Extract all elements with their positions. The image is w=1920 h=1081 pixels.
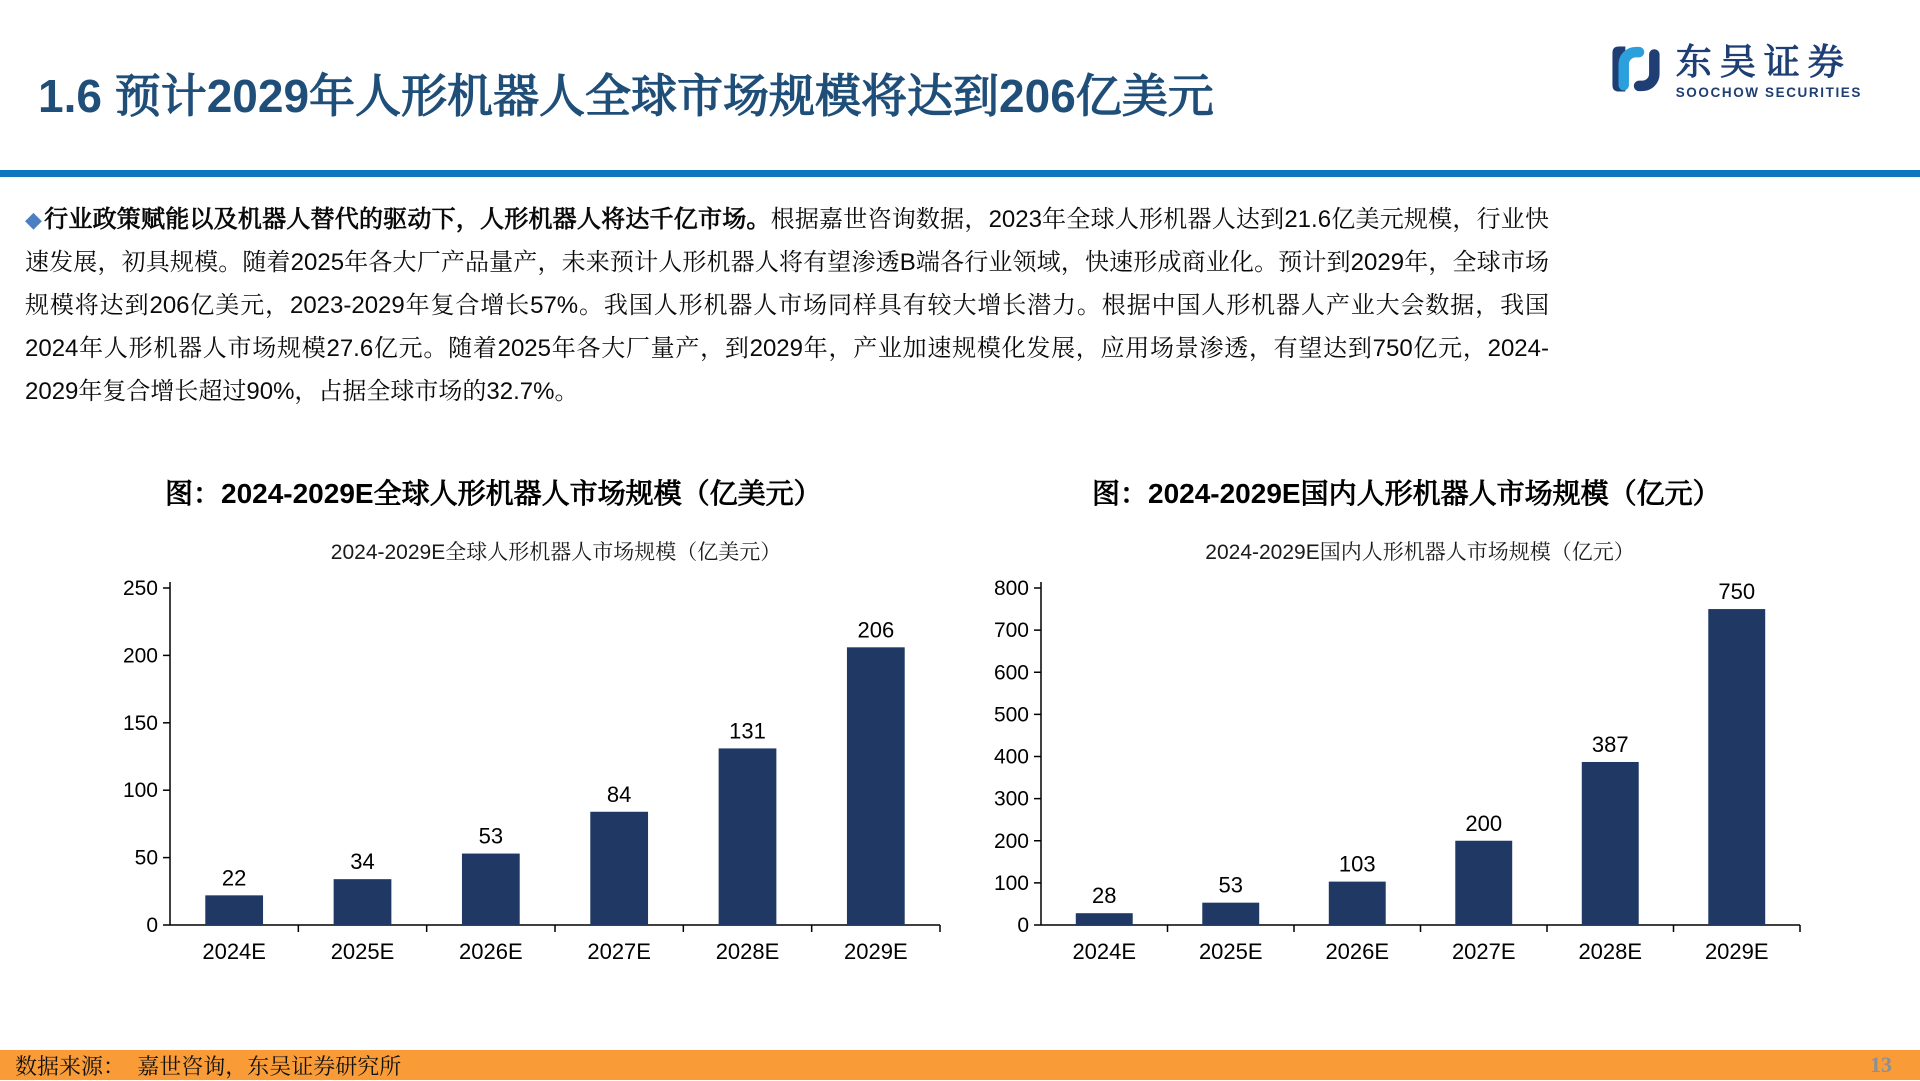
right-chart-title: 2024-2029E国内人形机器人市场规模（亿元） [1205,541,1635,564]
x-category-label: 2026E [459,939,523,964]
y-tick-label: 200 [993,829,1029,853]
x-category-label: 2025E [330,939,395,964]
bar-2027E [590,812,648,925]
y-tick-label: 500 [993,703,1029,727]
y-tick-label: 400 [993,745,1029,769]
bar-value-label: 34 [350,849,375,875]
x-category-label: 2028E [1578,939,1643,964]
logo-name-en: SOOCHOW SECURITIES [1675,84,1862,100]
logo-navy-hook [1639,55,1654,86]
soochow-securities-logo [1606,40,1862,103]
bar-2027E [1455,841,1512,925]
y-tick-label: 600 [993,661,1029,685]
page-title: 1.6 预计2029年人形机器人全球市场规模将达到206亿美元 [38,70,1214,122]
summary-paragraph [25,198,1549,413]
bar-value-label: 28 [1092,883,1117,909]
x-category-label: 2024E [1072,939,1137,964]
bar-value-label: 22 [221,865,247,891]
y-tick-label: 0 [146,914,158,937]
x-category-label: 2027E [587,939,651,964]
y-tick-label: 250 [122,577,158,600]
bar-value-label: 206 [857,617,895,643]
bar-chart-canvas [120,568,950,980]
y-tick-label: 150 [122,711,158,735]
y-tick-label: 0 [1017,914,1029,937]
bar-value-label: 103 [1338,851,1376,877]
bar-value-label: 750 [1718,579,1756,605]
x-category-label: 2024E [202,939,266,964]
y-tick-label: 100 [122,779,158,803]
bar-value-label: 131 [729,718,766,744]
y-tick-label: 200 [122,644,158,668]
bar-2028E [1582,762,1639,925]
y-tick-label: 100 [993,871,1029,895]
x-category-label: 2025E [1198,939,1263,964]
bar-2026E [1329,882,1386,925]
bar-value-label: 53 [478,823,504,849]
x-category-label: 2027E [1451,939,1516,964]
bar-2024E [1076,913,1133,925]
bar-value-label: 53 [1218,872,1243,898]
paragraph-body: 根据嘉世咨询数据，2023年全球人形机器人达到21.6亿美元规模，行业快速发展，初具规模。随着2025年各大厂产品量产，未来预计人形机器人将有望渗透B端各行业领域，快速形成商业化。预计到2029年，全球市场规模将达到206亿美元，2023-2029年复合增长57%。我国人形机器人市场同样具有较大增长潜力。根据中国人形机器人产业大会数据，我国2024年人形机器人市场规模27.6亿元。随着2025年各大厂量产，到2029年，产业加速规模化发展，应用场景渗透，有望达到750亿元，2024-2029年复合增长超过90%，占据全球市场的32.7%。 [25,206,1549,405]
soochow-logo-mark-icon [1606,40,1664,103]
right-bar-chart [990,568,1810,980]
bar-value-label: 200 [1465,810,1503,836]
x-category-label: 2029E [844,939,908,964]
x-category-label: 2029E [1704,939,1769,964]
y-tick-label: 700 [993,619,1029,643]
bar-2029E [847,647,905,925]
data-source-text: 数据来源： 嘉世咨询，东吴证券研究所 [15,1053,402,1079]
bar-2028E [719,748,777,925]
left-chart-header: 图：2024-2029E全球人形机器人市场规模（亿美元） [165,478,822,509]
footer-bar [0,1050,1920,1080]
bar-2029E [1708,609,1765,925]
bar-2025E [334,879,392,925]
x-category-label: 2028E [715,939,780,964]
bar-value-label: 84 [606,781,632,807]
x-category-label: 2026E [1325,939,1390,964]
bullet-diamond-icon: ◆ [25,207,43,232]
bar-chart-canvas [990,568,1810,980]
y-tick-label: 800 [993,577,1029,600]
logo-name-cn: 东吴证券 [1675,40,1852,82]
bar-2025E [1202,903,1259,925]
page-number: 13 [1870,1052,1892,1077]
y-tick-label: 50 [134,846,158,870]
bar-2024E [205,895,263,925]
left-chart-title: 2024-2029E全球人形机器人市场规模（亿美元） [330,541,782,564]
paragraph-lead-bold: 行业政策赋能以及机器人替代的驱动下，人形机器人将达千亿市场。 [44,206,771,233]
y-tick-label: 300 [993,787,1029,811]
right-chart-header: 图：2024-2029E国内人形机器人市场规模（亿元） [1092,478,1721,509]
logo-lightblue-hook [1623,52,1638,85]
bar-value-label: 387 [1591,731,1629,757]
left-bar-chart [120,568,950,980]
header-divider-line [0,170,1920,177]
bar-2026E [462,854,520,925]
